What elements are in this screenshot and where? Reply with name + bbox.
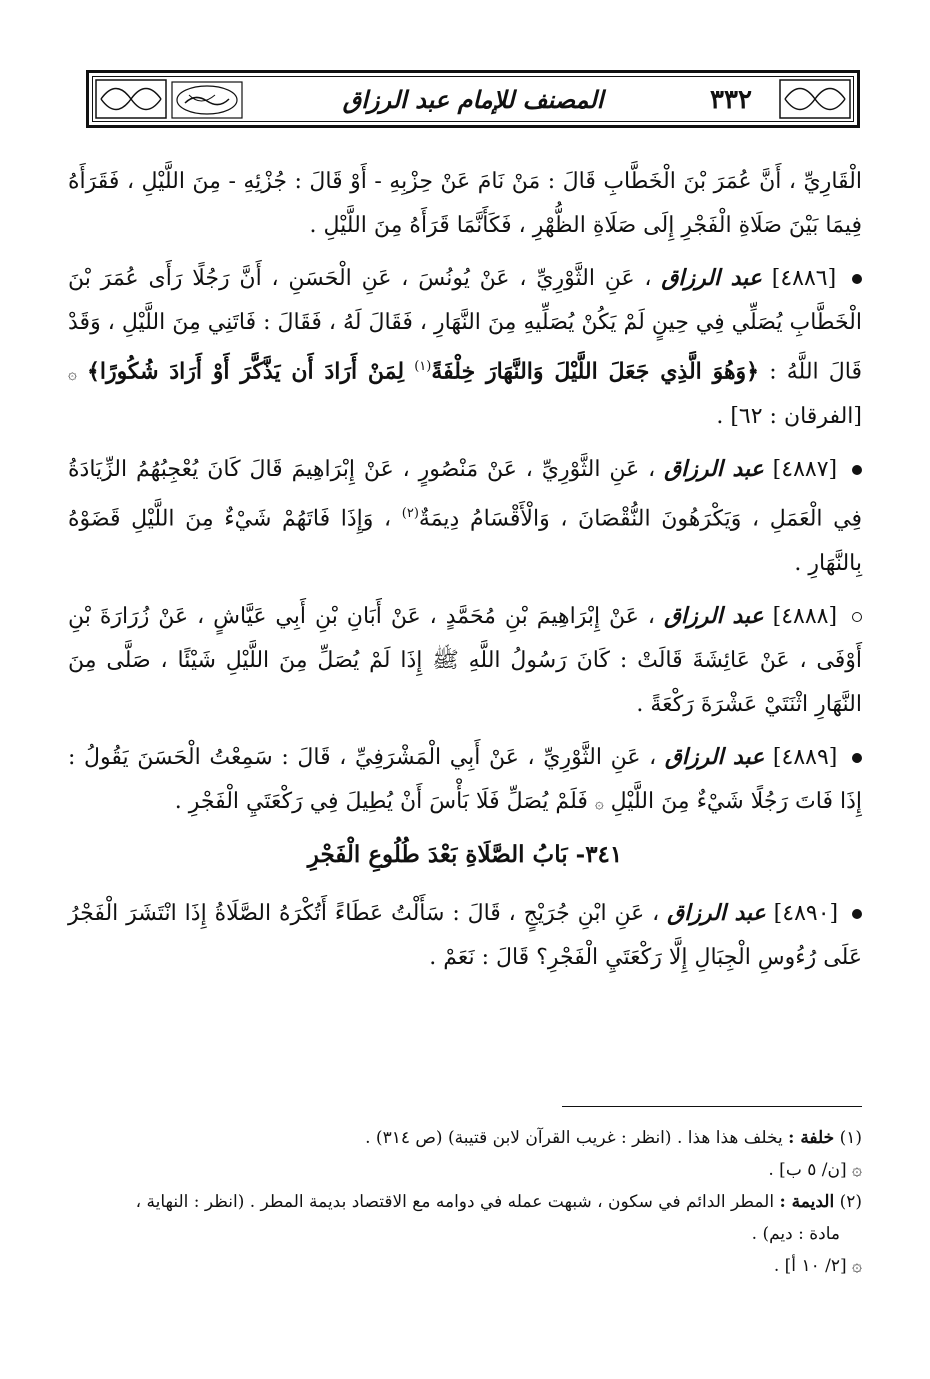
footnote-term: خلفة : [788,1128,835,1148]
hadith-author: عبد الرزاق [664,743,765,770]
main-text [68,160,862,988]
footnote-text-continued: مادة : ديم) . [751,1224,840,1244]
footnote-number: (٢) [839,1192,862,1212]
hadith-author: عبد الرزاق [664,456,764,483]
footnote-mark-1 [68,1154,862,1186]
hadith-4888 [68,594,862,727]
header-logo-emblem [171,81,243,119]
hadith-text: ، عَنِ الثَّوْرِيِّ ، عَنْ يُونُسَ ، عَنِ الْحَسَنِ ، أَنَّ رَجُلًا رَأَى عُمَرَ بْنَ الْخَطَّابِ يُصَلِّي فِي حِينٍ لَمْ يَكُنْ يُصَلِّيهِ مِنَ النَّهَارِ ، فَقَالَ لَهُ ، فَقَالَ : فَاتَنِي مِنَ اللَّيْلِ ، وَقَدْ قَالَ اللَّهُ : [68,266,862,385]
hadith-text: ، عَنْ إِبْرَاهِيمَ بْنِ مُحَمَّدٍ ، عَنْ أَبَانِ بْنِ أَبِي عَيَّاشٍ ، عَنْ زُرَارَةَ بْنِ أَوْفَى ، عَنْ عَائِشَةَ قَالَتْ : كَانَ رَسُولُ اللَّهِ ﷺ إِذَا لَمْ يُصَلِّ مِنَ اللَّيْلِ شَيْئًا ، صَلَّى مِنَ النَّهَارِ اثْنَتَيْ عَشْرَةَ رَكْعَةً . [68,603,862,717]
hadith-text-continued: فَلَمْ يُصَلِّ فَلَا بَأْسَ أَنْ يُطِيلَ فِي رَكْعَتَيِ الْفَجْرِ . [174,788,588,814]
header-title: المصنف للإمام عبد الرزاق [342,84,604,114]
hadith-4889 [68,735,862,825]
intro-line-1: الْقَارِيِّ ، أَنَّ عُمَرَ بْنَ الْخَطَّابِ قَالَ : مَنْ نَامَ عَنْ حِزْبِهِ - أَوْ قَالَ : جُزْئِهِ - مِنَ اللَّيْلِ ، [126,169,862,194]
chapter-heading: ٣٤١- بَابُ الصَّلَاةِ بَعْدَ طُلُوعِ الْفَجْرِ [307,840,623,868]
footnote-separator [562,1106,862,1107]
filled-bullet-icon [852,909,862,919]
footnote-term: الديمة : [779,1192,835,1212]
hadith-4890 [68,891,862,980]
hadith-text: ، عَنِ الثَّوْرِيِّ ، عَنْ أَبِي الْمَشْرَفِيِّ ، قَالَ : سَمِعْتُ الْحَسَنَ يَقُولُ : إِذَا فَاتَ رَجُلًا شَيْءٌ مِنَ اللَّيْلِ [68,744,862,814]
footnote-text: يخلف هذا هذا . (انظر : غريب القرآن لابن قتيبة) (ص ٣١٤) . [365,1128,783,1148]
hadith-number: [٤٨٨٨] [772,603,838,629]
hadith-4886 [68,256,862,439]
footnote-ref: (١) [414,359,432,374]
header-ornament-right [779,79,851,119]
intro-line-2: فَقَرَأَهُ فِيمَا بَيْنَ صَلَاةِ الْفَجْرِ إِلَى صَلَاةِ الظُّهْرِ ، فَكَأَنَّمَا قَرَأَهُ مِنَ اللَّيْلِ . [68,169,862,238]
footnote-text: المطر الدائم في سكون ، شبهت عمله في دوامه مع الاقتصاد بديمة المطر . (انظر : النهاية ، [135,1192,775,1212]
hadith-number: [٤٨٨٦] [771,266,837,291]
header-ornament-left [95,79,167,119]
hadith-text: ، عَنِ الثَّوْرِيِّ ، عَنْ مَنْصُورٍ ، عَنْ إِبْرَاهِيمَ قَالَ كَانَ يُعْجِبُهُمُ الزِّيَادَةُ فِي الْعَمَلِ ، وَيَكْرَهُونَ النُّقْصَانَ ، وَالْأَقْسَامُ دِيمَةٌ [68,457,862,532]
filled-bullet-icon [852,753,862,763]
page-number: ٣٣٢ [710,85,752,115]
hadith-text: ، عَنِ ابْنِ جُرَيْجٍ ، قَالَ : سَأَلْتُ عَطَاءً أَتُكْرَهُ الصَّلَاةُ إِذَا انْتَشَرَ الْفَجْرُ عَلَى رُءُوسِ الْجِبَالِ إِلَّا رَكْعَتَيِ الْفَجْرِ؟ قَالَ : نَعَمْ . [68,900,862,970]
footnote-1 [68,1122,862,1154]
hollow-bullet-icon [852,612,862,622]
manuscript-ref: [ن/ ٥ ب] . [768,1160,847,1180]
footnote-2-continued [68,1218,862,1250]
hadith-author: عبد الرزاق [661,265,762,291]
quran-verse-continued: لِمَنْ أَرَادَ أَن يَذَّكَّرَ أَوْ أَرَادَ شُكُورًا﴾ [86,358,405,385]
hadith-number: [٤٨٨٩] [772,744,838,770]
hadith-author: عبد الرزاق [663,602,764,629]
quran-reference: [الفرقان : ٦٢] . [716,404,862,430]
hadith-number: [٤٨٩٠] [773,900,839,926]
filled-bullet-icon [852,274,862,284]
manuscript-mark-icon: ۞ [852,1256,862,1276]
footnotes [68,1122,862,1282]
filled-bullet-icon [852,465,862,475]
footnote-mark-2 [68,1250,862,1282]
hadith-author: عبد الرزاق [667,899,766,926]
intro-paragraph [68,160,862,248]
manuscript-mark-icon: ۞ [852,1160,862,1180]
footnote-ref: (٢) [401,506,419,522]
hadith-4887 [68,447,862,585]
quran-verse: ﴿وَهُوَ الَّذِي جَعَلَ اللَّيْلَ وَالنَّهَارَ خِلْفَةً [431,358,760,385]
page-header [86,70,860,128]
hadith-number: [٤٨٨٧] [772,457,838,483]
footnote-number: (١) [839,1128,862,1148]
hadith-text-continued: ، وَإِذَا فَاتَهُمْ شَيْءٌ مِنَ اللَّيْلِ قَضَوْهُ بِالنَّهَارِ . [68,506,862,576]
footnote-2 [68,1186,862,1218]
manuscript-mark-icon: ۞ [68,364,77,383]
manuscript-ref: [٢/ ١٠ أ] . [773,1256,847,1276]
manuscript-mark-icon: ۞ [594,793,604,812]
